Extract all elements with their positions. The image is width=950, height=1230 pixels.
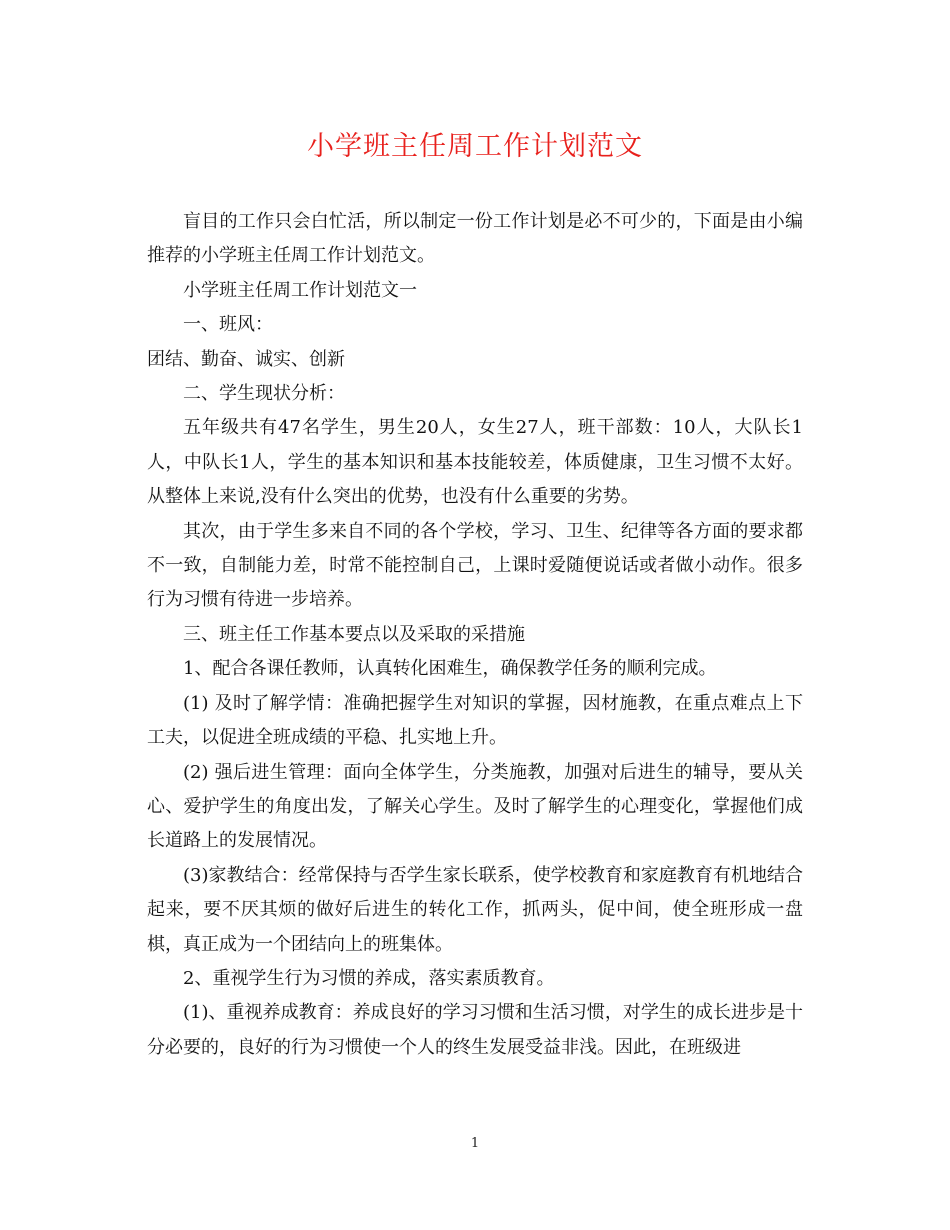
paragraph-second: 其次，由于学生多来自不同的各个学校，学习、卫生、纪律等各方面的要求都不一致，自制能力差，时常不能控制自己，上课时爱随便说话或者做小动作。很多行为习惯有待进一步培养。 <box>147 520 803 611</box>
paragraph-intro: 盲目的工作只会白忙活，所以制定一份工作计划是必不可少的，下面是由小编推荐的小学班主任周工作计划范文。 <box>147 211 803 267</box>
paragraph-class-style: 团结、勤奋、诚实、创新 <box>147 348 345 370</box>
paragraph-analysis: 五年级共有47名学生，男生20人，女生27人，班干部数：10人，大队长1人，中队长1人，学生的基本知识和基本技能较差，体质健康，卫生习惯不太好。从整体上来说,没有什么突出的优势，也没有什么重要的劣势。 <box>147 417 803 508</box>
paragraph-item-2: 2、重视学生行为习惯的养成，落实素质教育。 <box>183 967 555 989</box>
paragraph-item-2-1: (1)、重视养成教育：养成良好的学习习惯和生活习惯，对学生的成长进步是十分必要的，良好的行为习惯使一个人的终生发展受益非浅。因此，在班级进 <box>147 1002 803 1058</box>
paragraph-measures-heading: 三、班主任工作基本要点以及采取的采措施 <box>183 623 525 645</box>
document-body <box>147 205 803 1065</box>
paragraph-analysis-heading: 二、学生现状分析： <box>183 383 345 405</box>
paragraph-item-1-2: (2) 强后进生管理：面向全体学生，分类施教，加强对后进生的辅导，要从关心、爱护学生的角度出发，了解关心学生。及时了解学生的心理变化，掌握他们成长道路上的发展情况。 <box>147 761 803 852</box>
paragraph-section-heading: 小学班主任周工作计划范文一 <box>183 279 417 301</box>
paragraph-item-1-1: (1) 及时了解学情：准确把握学生对知识的掌握，因材施教，在重点难点上下工夫，以促进全班成绩的平稳、扎实地上升。 <box>147 692 803 749</box>
paragraph-class-style-heading: 一、班风： <box>183 314 273 336</box>
document-title: 小学班主任周工作计划范文 <box>307 131 643 162</box>
paragraph-item-1: 1、配合各课任教师，认真转化困难生，确保教学任务的顺利完成。 <box>183 658 717 680</box>
paragraph-item-1-3: (3)家教结合：经常保持与否学生家长联系，使学校教育和家庭教育有机地结合起来，要不厌其烦的做好后进生的转化工作，抓两头，促中间，使全班形成一盘棋，真正成为一个团结向上的班集体。 <box>147 864 803 955</box>
page-number: 1 <box>470 1136 480 1151</box>
